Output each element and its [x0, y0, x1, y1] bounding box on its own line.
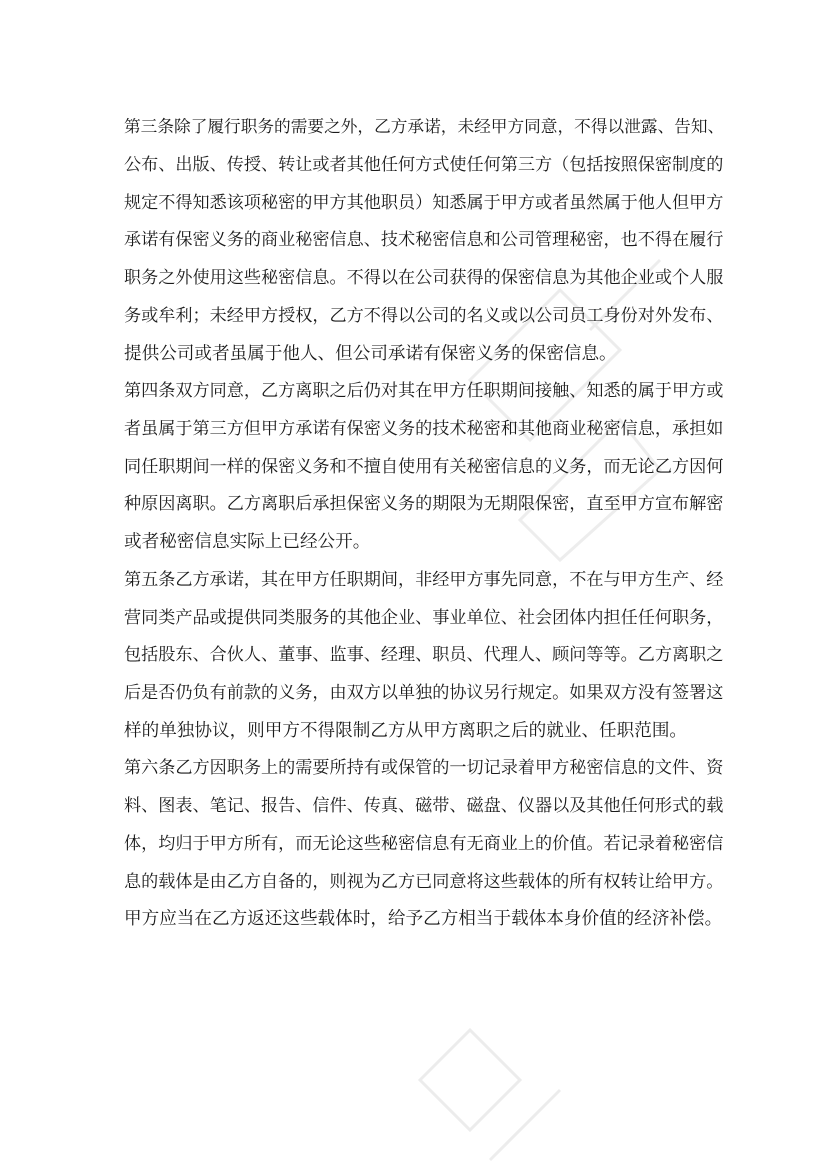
body-line: 后是否仍负有前款的义务，由双方以单独的协议另行规定。如果双方没有签署这	[124, 683, 724, 703]
body-line: 承诺有保密义务的商业秘密信息、技术秘密信息和公司管理秘密，也不得在履行	[124, 230, 724, 250]
body-line: 第三条除了履行职务的需要之外，乙方承诺，未经甲方同意，不得以泄露、告知、	[124, 117, 725, 136]
body-line: 同任职期间一样的保密义务和不擅自使用有关秘密信息的义务，而无论乙方因何	[124, 457, 724, 477]
body-line: 料、图表、笔记、报告、信件、传真、磁带、磁盘、仪器以及其他任何形式的载	[124, 796, 724, 816]
body-line: 息的载体是由乙方自备的，则视为乙方已同意将这些载体的所有权转让给甲方。	[124, 872, 724, 892]
body-line: 规定不得知悉该项秘密的甲方其他职员）知悉属于甲方或者虽然属于他人但甲方	[124, 193, 724, 213]
body-line: 包括股东、合伙人、董事、监事、经理、职员、代理人、顾问等等。乙方离职之	[124, 645, 724, 665]
body-line: 种原因离职。乙方离职后承担保密义务的期限为无期限保密，直至甲方宣布解密	[124, 494, 724, 514]
body-line: 公布、出版、传授、转让或者其他任何方式使任何第三方（包括按照保密制度的	[124, 155, 724, 175]
body-line: 体，均归于甲方所有，而无论这些秘密信息有无商业上的价值。若记录着秘密信	[124, 834, 724, 854]
body-line: 职务之外使用这些秘密信息。不得以在公司获得的保密信息为其他企业或个人服	[124, 268, 724, 288]
body-line: 或者秘密信息实际上已经公开。	[124, 532, 371, 552]
body-line: 第六条乙方因职务上的需要所持有或保管的一切记录着甲方秘密信息的文件、资	[124, 758, 724, 778]
body-line: 样的单独协议，则甲方不得限制乙方从甲方离职之后的就业、任职范围。	[124, 721, 688, 741]
body-line: 提供公司或者虽属于他人、但公司承诺有保密义务的保密信息。	[124, 344, 617, 364]
body-line: 者虽属于第三方但甲方承诺有保密义务的技术秘密和其他商业秘密信息，承担如	[124, 419, 724, 439]
body-line: 第五条乙方承诺，其在甲方任职期间，非经甲方事先同意，不在与甲方生产、经	[124, 570, 724, 590]
body-line: 第四条双方同意，乙方离职之后仍对其在甲方任职期间接触、知悉的属于甲方或	[124, 381, 724, 401]
body-line: 务或牟利；未经甲方授权，乙方不得以公司的名义或以公司员工身份对外发布、	[124, 306, 724, 326]
body-line: 营同类产品或提供同类服务的其他企业、事业单位、社会团体内担任任何职务，	[124, 608, 724, 628]
body-line: 甲方应当在乙方返还这些载体时，给予乙方相当于载体本身价值的经济补偿。	[124, 909, 723, 929]
